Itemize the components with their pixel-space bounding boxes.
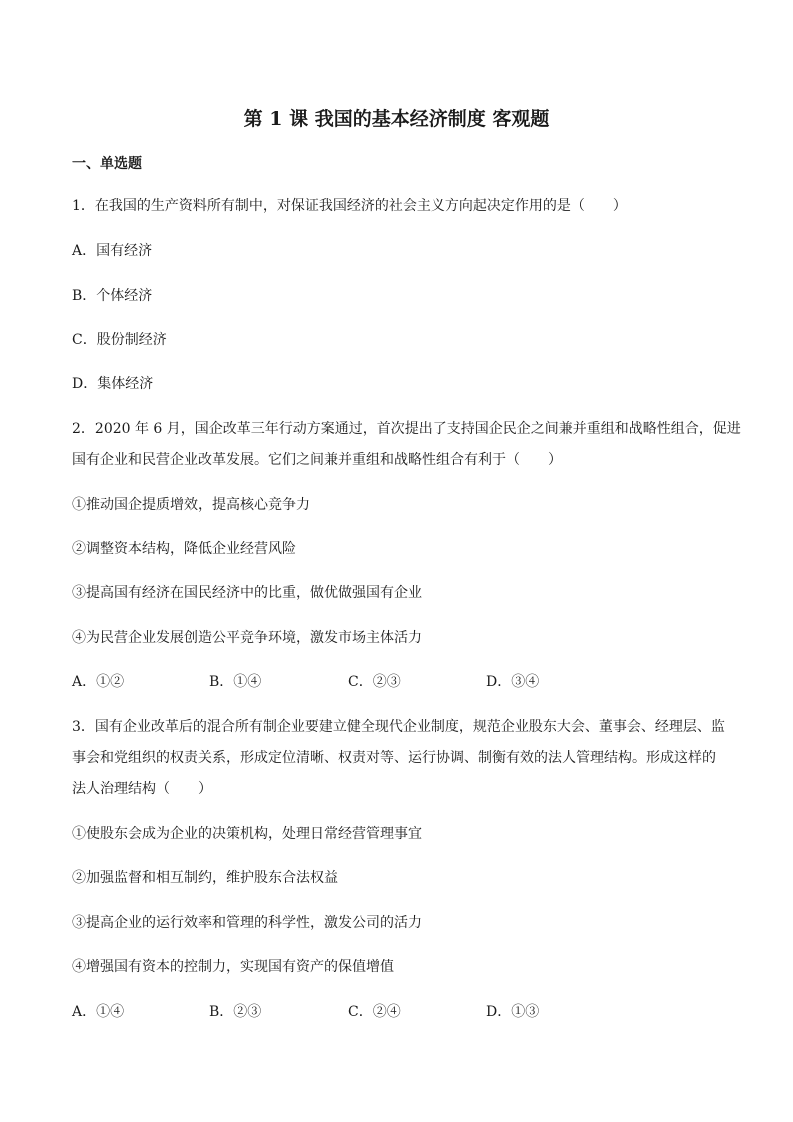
question-3-stem-line-3: 法人治理结构（ ） <box>72 781 212 797</box>
question-1-option-c: C．股份制经济 <box>72 332 167 348</box>
question-3-option-d: D．①③ <box>486 1004 540 1020</box>
question-2-option-a: A．①② <box>72 674 125 690</box>
question-2-stem-line-1: 2．2020 年 6 月，国企改革三年行动方案通过，首次提出了支持国企民企之间兼并重组和战略性组合，促进 <box>72 421 741 437</box>
question-3-option-c: C．②④ <box>348 1004 401 1020</box>
question-3-item-3: ③提高企业的运行效率和管理的科学性，激发公司的活力 <box>72 915 422 931</box>
question-1-stem: 1．在我国的生产资料所有制中，对保证我国经济的社会主义方向起决定作用的是（ ） <box>72 198 627 214</box>
question-3-item-2: ②加强监督和相互制约，维护股东合法权益 <box>72 870 338 886</box>
question-2-options <box>72 671 672 691</box>
question-3-option-a: A．①④ <box>72 1004 125 1020</box>
question-3-item-4: ④增强国有资本的控制力，实现国有资产的保值增值 <box>72 959 394 975</box>
question-1-option-b: B．个体经济 <box>72 288 153 304</box>
question-2-option-b: B．①④ <box>209 674 262 690</box>
question-1-option-d: D．集体经济 <box>72 376 154 392</box>
question-2-item-2: ②调整资本结构，降低企业经营风险 <box>72 541 296 557</box>
question-2-option-c: C．②③ <box>348 674 401 690</box>
question-2-item-3: ③提高国有经济在国民经济中的比重，做优做强国有企业 <box>72 585 422 601</box>
question-3-stem-line-1: 3．国有企业改革后的混合所有制企业要建立健全现代企业制度，规范企业股东大会、董事会、经理层、监 <box>72 719 725 735</box>
question-2-item-4: ④为民营企业发展创造公平竞争环境，激发市场主体活力 <box>72 630 422 646</box>
question-3-item-1: ①使股东会成为企业的决策机构，处理日常经营管理事宜 <box>72 826 422 842</box>
question-3-option-b: B．②③ <box>209 1004 262 1020</box>
question-2-item-1: ①推动国企提质增效，提高核心竞争力 <box>72 497 310 513</box>
page-title: 第 1 课 我国的基本经济制度 客观题 <box>243 108 550 130</box>
question-3-options <box>72 1001 672 1021</box>
question-2-stem-line-2: 国有企业和民营企业改革发展。它们之间兼并重组和战略性组合有利于（ ） <box>72 452 562 468</box>
question-2-option-d: D．③④ <box>486 674 540 690</box>
question-3-stem-line-2: 事会和党组织的权责关系，形成定位清晰、权责对等、运行协调、制衡有效的法人管理结构。形成这样的 <box>72 750 716 766</box>
section-heading: 一、单选题 <box>72 156 142 172</box>
question-1-option-a: A．国有经济 <box>72 243 153 259</box>
